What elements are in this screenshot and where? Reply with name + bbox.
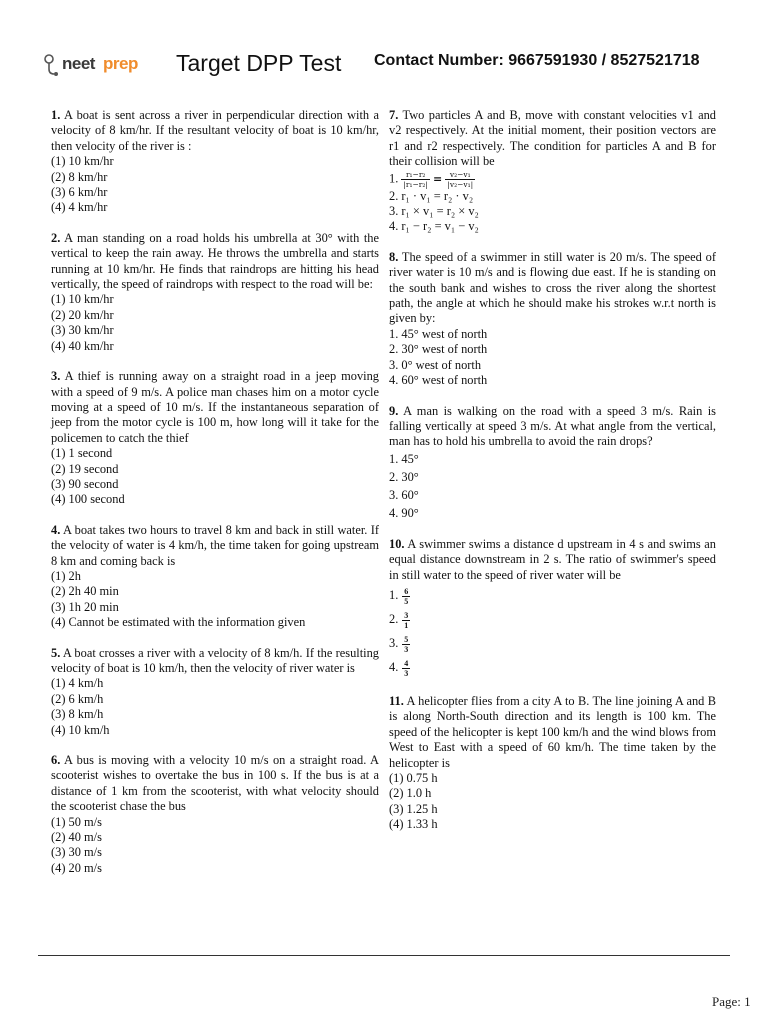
question-5 [51,646,379,738]
question-9 [389,404,716,522]
logo-mark-icon [40,52,62,78]
option-3: (3) 8 km/h [51,707,104,722]
fraction-denominator: 5 [404,596,409,606]
question-number: 10. [389,536,405,551]
option-3: (3) 6 km/hr [51,185,108,200]
fraction-denominator: |r₁−r₂| [403,179,428,189]
option-prefix: 3. [389,635,399,650]
equals-sign: = [433,171,443,185]
logo-text-neet: neet [62,54,95,73]
left-column [51,108,379,891]
logo-text-prep: prep [103,54,138,73]
fraction-denominator: |v₂−v₁| [447,179,474,189]
option-4: (4) 1.33 h [389,817,438,832]
option-1: (1) 0.75 h [389,770,438,785]
option-3: (3) 1h 20 min [51,599,119,614]
question-stem: A man standing on a road holds his umbrella at 30° with the vertical to keep the rain away. He throws the umbrella and starts running at 10 km/hr. He finds that raindrops are hitting his head vertically, the speed of raindrops with respect to the road will be: [51,230,380,292]
option-prefix: 1. [389,170,399,185]
option-4: (4) 40 km/hr [51,338,114,353]
question-stem: A man is walking on the road with a speed 3 m/s. Rain is falling vertically at speed 3 m/s. At what angle from the vertical, man has to hold his umbrella to avoid the rain drops? [389,403,716,449]
question-stem: Two particles A and B, move with constant velocities v1 and v2 respectively. At the initial moment, their position vectors are r1 and r2 respectively. The condition for particles A and B for their collision will be [389,108,716,169]
fraction [402,611,410,630]
option-4 [389,655,716,679]
option-1 [389,170,716,189]
question-2 [51,231,379,354]
option-2 [389,607,716,631]
option-3: 3. 60° [389,487,419,502]
footer-divider [38,955,730,956]
fraction [402,659,410,678]
question-number: 5. [51,645,61,660]
question-stem: A boat is sent across a river in perpendicular direction with a velocity of 8 km/hr. If the resultant velocity of boat is 10 km/hr, then velocity of the river is : [51,108,379,153]
fraction-denominator: 3 [404,644,409,654]
neetprep-logo [40,52,150,78]
option-4: (4) 10 km/h [51,722,110,737]
fraction-denominator: 1 [404,620,409,630]
option-4: 4. 90° [389,505,419,520]
option-2: (2) 6 km/h [51,691,104,706]
option-prefix: 1. [389,587,399,602]
option-4: 4. r₁ − r₂ = v₁ − v₂ [389,219,479,234]
question-number: 1. [51,108,61,122]
option-2: (2) 20 km/hr [51,307,114,322]
question-10 [389,537,716,679]
question-11 [389,694,716,833]
fraction-numerator: 5 [404,634,409,644]
question-6 [51,753,379,876]
option-3: 3. 0° west of north [389,357,482,372]
option-1: 1. 45° west of north [389,326,488,341]
option-2: 2. 30° [389,469,419,484]
question-number: 4. [51,522,61,537]
fraction-numerator: 4 [404,658,409,668]
option-3: (3) 90 second [51,476,119,491]
question-number: 2. [51,230,61,245]
fraction [402,587,410,606]
option-4: (4) 20 m/s [51,860,102,875]
option-3: (3) 30 km/hr [51,323,114,338]
option-2: (2) 1.0 h [389,786,432,801]
option-2: (2) 2h 40 min [51,584,119,599]
option-prefix: 2. [389,611,399,626]
option-1: (1) 4 km/h [51,676,104,691]
option-2: (2) 40 m/s [51,830,102,845]
question-stem: A swimmer swims a distance d upstream in 4 s and swims an equal distance downstream in 2 s. The ratio of swimmer's speed in still water to the speed of river water will be [389,536,716,582]
fraction [402,635,410,654]
question-number: 11. [389,693,404,708]
question-number: 9. [389,403,399,418]
question-1 [51,108,379,216]
question-number: 3. [51,369,61,384]
option-4: 4. 60° west of north [389,373,488,388]
question-stem: A helicopter flies from a city A to B. The line joining A and B is along North-South direction and its length is 100 km. The speed of the helicopter is kept 100 km/h and the wind blows from West to East with a speed of 60 km/h. The time taken by the helicopter is [389,693,716,770]
option-3: (3) 30 m/s [51,845,102,860]
question-stem: The speed of a swimmer in still water is 20 m/s. The speed of river water is 10 m/s and is flowing due east. If he is standing on the south bank and wishes to cross the river along the shortest path, the angle at which he should make his strokes w.r.t north is given by: [389,249,717,326]
option-4: (4) 100 second [51,492,125,507]
question-7 [389,108,716,235]
option-4: (4) Cannot be estimated with the information given [51,615,306,630]
question-number: 8. [389,249,399,264]
question-stem: A boat takes two hours to travel 8 km and back in still water. If the velocity of water is 4 km/h, the time taken for going upstream 8 km and coming back is [51,522,379,568]
question-number: 6. [51,753,61,768]
option-1: (1) 10 km/hr [51,292,114,307]
right-column [389,108,716,848]
question-stem: A thief is running away on a straight road in a jeep moving with a speed of 9 m/s. A police man chases him on a motor cycle moving at a speed of 10 m/s. If the instantaneous separation of jeep from the motor cycle is 100 m, how long will it take for the policemen to catch the thief [51,369,379,445]
question-number: 7. [389,108,399,122]
option-1: 1. 45° [389,451,419,466]
fraction-denominator: 3 [404,668,409,678]
option-1: (1) 50 m/s [51,814,102,829]
question-stem: A bus is moving with a velocity 10 m/s on a straight road. A scooterist wishes to overtake the bus in 100 s. If the bus is at a distance of 1 km from the scooterist, with what velocity should the scooterist chase the bus [51,753,379,814]
question-8 [389,250,716,389]
option-1 [389,583,716,607]
question-4 [51,523,379,631]
fraction-numerator: v₂−v₁ [445,170,475,180]
fraction-numerator: r₁−r₂ [401,170,430,180]
option-4: (4) 4 km/hr [51,200,108,215]
option-prefix: 4. [389,659,399,674]
page-header [0,0,768,100]
page-title: Target DPP Test [176,50,342,76]
option-2: 2. r₁ · v₁ = r₂ · v₂ [389,188,474,203]
question-stem: A boat crosses a river with a velocity of 8 km/h. If the resulting velocity of boat is 10 km/h, then the velocity of river water is [51,645,379,675]
fraction-lhs [401,170,430,189]
fraction-numerator: 6 [404,586,409,596]
option-1: (1) 2h [51,568,81,583]
option-3 [389,631,716,655]
option-3: (3) 1.25 h [389,801,438,816]
question-3 [51,369,379,508]
option-2: (2) 19 second [51,461,119,476]
option-2: (2) 8 km/hr [51,169,108,184]
option-2: 2. 30° west of north [389,342,488,357]
option-3: 3. r₁ × v₁ = r₂ × v₂ [389,204,479,219]
option-1: (1) 1 second [51,446,113,461]
contact-number: Contact Number: 9667591930 / 8527521718 [374,52,700,69]
fraction-rhs [445,170,475,189]
option-1: (1) 10 km/hr [51,154,114,169]
fraction-numerator: 3 [404,610,409,620]
page-number: Page: 1 [712,994,751,1009]
